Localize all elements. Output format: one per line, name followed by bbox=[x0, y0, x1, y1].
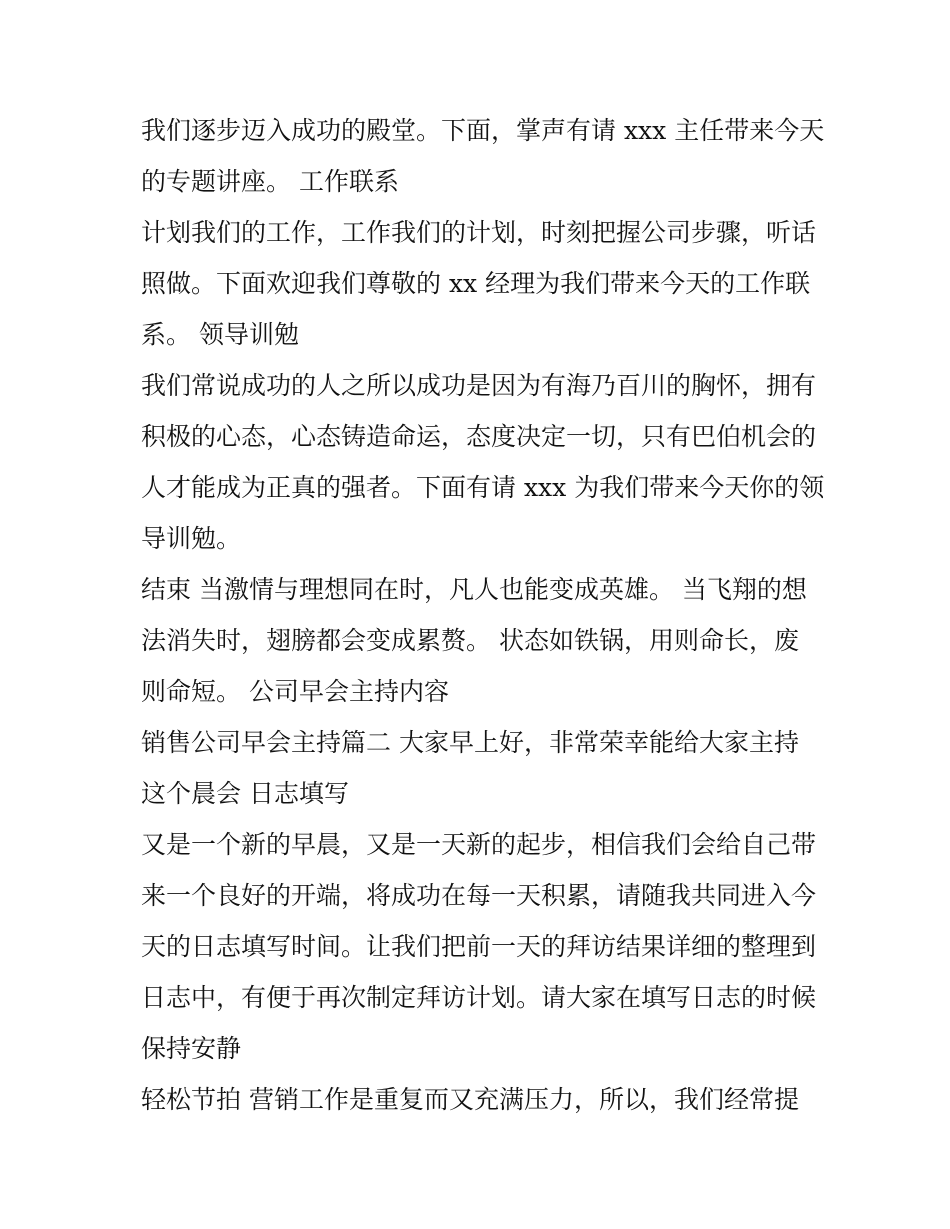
text-line: 日志中，有便于再次制定拜访计划。请大家在填写日志的时候 bbox=[141, 983, 817, 1012]
text-line: 法消失时，翅膀都会变成累赘。 状态如铁锅，用则命长，废 bbox=[141, 626, 799, 655]
text-line: 导训勉。 bbox=[141, 524, 242, 553]
text-line: 这个晨会 日志填写 bbox=[141, 779, 349, 808]
text-line: 系。 领导训勉 bbox=[141, 320, 299, 349]
text-line: 轻松节拍 营销工作是重复而又充满压力，所以，我们经常提 bbox=[141, 1085, 799, 1114]
text-line: 又是一个新的早晨，又是一天新的起步，相信我们会给自己带 bbox=[141, 830, 817, 859]
text-line: 人才能成为正真的强者。下面有请 xxx 为我们带来今天你的领 bbox=[141, 473, 825, 502]
text-line: 来一个良好的开端，将成功在每一天积累，请随我共同进入今 bbox=[141, 881, 817, 910]
document-body-text bbox=[141, 105, 831, 1125]
text-line: 销售公司早会主持篇二 大家早上好，非常荣幸能给大家主持 bbox=[141, 728, 799, 757]
text-line: 照做。下面欢迎我们尊敬的 xx 经理为我们带来今天的工作联 bbox=[141, 269, 811, 298]
text-line: 结束 当激情与理想同在时，凡人也能变成英雄。 当飞翔的想 bbox=[141, 575, 807, 604]
text-line: 我们逐步迈入成功的殿堂。下面，掌声有请 xxx 主任带来今天 bbox=[141, 116, 825, 145]
text-line: 的专题讲座。 工作联系 bbox=[141, 167, 399, 196]
text-line: 则命短。 公司早会主持内容 bbox=[141, 677, 449, 706]
text-line: 保持安静 bbox=[141, 1034, 242, 1063]
text-line: 我们常说成功的人之所以成功是因为有海乃百川的胸怀，拥有 bbox=[141, 371, 817, 400]
text-line: 计划我们的工作，工作我们的计划，时刻把握公司步骤，听话 bbox=[141, 218, 817, 247]
text-line: 天的日志填写时间。让我们把前一天的拜访结果详细的整理到 bbox=[141, 932, 817, 961]
text-line: 积极的心态，心态铸造命运，态度决定一切，只有巴伯机会的 bbox=[141, 422, 817, 451]
